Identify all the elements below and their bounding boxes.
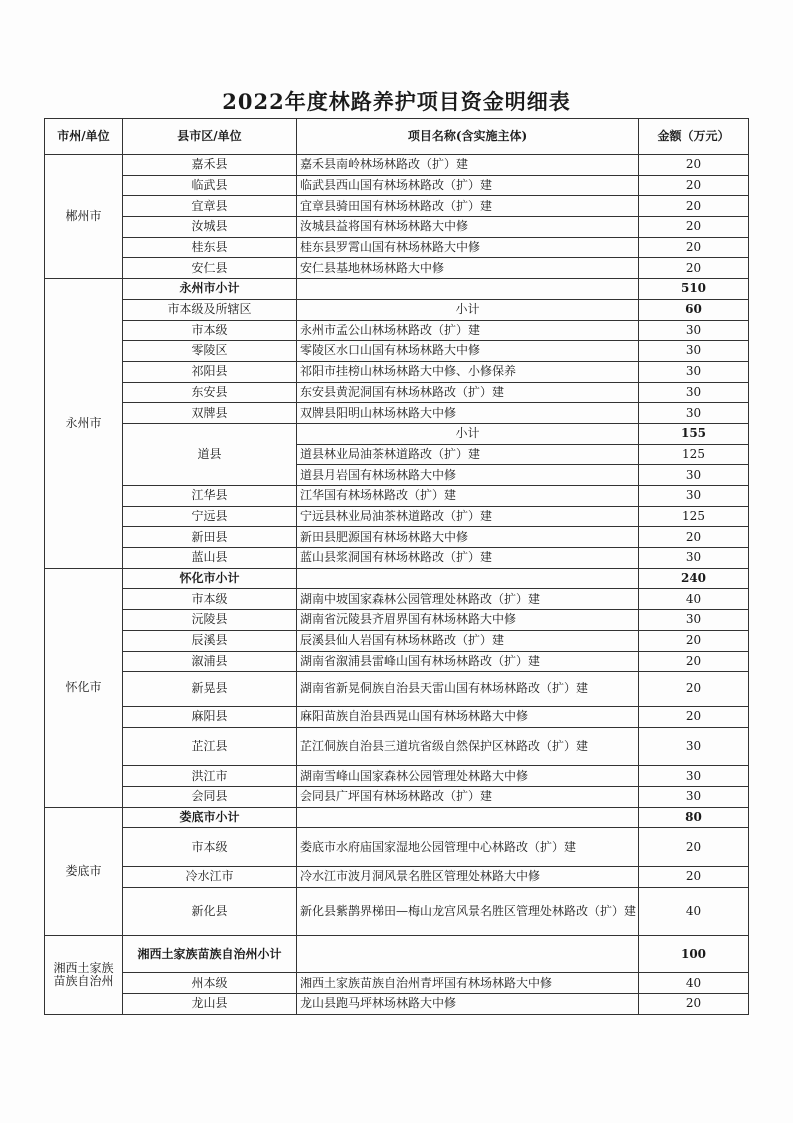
- city-cell: 湘西土家族苗族自治州: [45, 936, 123, 1014]
- county-cell: 汝城县: [123, 217, 297, 238]
- county-cell: 龙山县: [123, 994, 297, 1015]
- city-cell: 怀化市: [45, 568, 123, 807]
- county-cell: 宜章县: [123, 196, 297, 217]
- project-cell: 桂东县罗霄山国有林场林路大中修: [297, 237, 639, 258]
- subtotal-label: 娄底市小计: [123, 807, 297, 828]
- table-header-row: [45, 119, 749, 155]
- subtotal-amount: 510: [639, 279, 749, 300]
- subtotal-label: 湘西土家族苗族自治州小计: [123, 936, 297, 973]
- project-cell: 永州市孟公山林场林路改（扩）建: [297, 320, 639, 341]
- amount-cell: 40: [639, 589, 749, 610]
- project-cell: 湖南中坡国家森林公园管理处林路改（扩）建: [297, 589, 639, 610]
- amount-cell: 30: [639, 341, 749, 362]
- county-cell: 道县: [123, 423, 297, 485]
- county-cell: 芷江县: [123, 727, 297, 766]
- project-cell: 安仁县基地林场林路大中修: [297, 258, 639, 279]
- project-cell: 湖南省溆浦县雷峰山国有林场林路改（扩）建: [297, 651, 639, 672]
- table-row: [45, 672, 749, 707]
- page-title: 2022年度林路养护项目资金明细表: [222, 89, 571, 114]
- project-cell: 湖南省新晃侗族自治县天雷山国有林场林路改（扩）建: [297, 672, 639, 707]
- table-row: [45, 299, 749, 320]
- amount-cell: 30: [639, 382, 749, 403]
- county-cell: 市本级: [123, 589, 297, 610]
- subtotal-amount: 80: [639, 807, 749, 828]
- amount-cell: 20: [639, 630, 749, 651]
- county-cell: 祁阳县: [123, 361, 297, 382]
- amount-cell: 20: [639, 155, 749, 176]
- table-row: [45, 486, 749, 507]
- subtotal-project: [297, 807, 639, 828]
- amount-cell: 20: [639, 994, 749, 1015]
- table-row: [45, 258, 749, 279]
- table-row: [45, 237, 749, 258]
- amount-cell: 20: [639, 706, 749, 727]
- amount-cell: 20: [639, 867, 749, 888]
- amount-cell: 20: [639, 651, 749, 672]
- table-row: [45, 610, 749, 631]
- table-row: [45, 994, 749, 1015]
- amount-cell: 30: [639, 727, 749, 766]
- project-cell: 冷水江市波月洞风景名胜区管理处林路大中修: [297, 867, 639, 888]
- subtotal-row: [45, 568, 749, 589]
- table-row: [45, 196, 749, 217]
- table-row: [45, 867, 749, 888]
- table-row: [45, 973, 749, 994]
- subtotal-project: [297, 279, 639, 300]
- subtotal-label: 永州市小计: [123, 279, 297, 300]
- county-cell: 麻阳县: [123, 706, 297, 727]
- table-row: [45, 423, 749, 444]
- project-cell: 汝城县益将国有林场林路大中修: [297, 217, 639, 238]
- table-row: [45, 175, 749, 196]
- project-cell: 龙山县跑马坪林场林路大中修: [297, 994, 639, 1015]
- table-row: [45, 786, 749, 807]
- subtotal-row: [45, 807, 749, 828]
- county-cell: 洪江市: [123, 766, 297, 787]
- table-row: [45, 727, 749, 766]
- project-cell: 新田县肥源国有林场林路大中修: [297, 527, 639, 548]
- amount-cell: 20: [639, 672, 749, 707]
- county-cell: 江华县: [123, 486, 297, 507]
- table-row: [45, 589, 749, 610]
- table-row: [45, 527, 749, 548]
- county-cell: 临武县: [123, 175, 297, 196]
- table-row: [45, 630, 749, 651]
- amount-cell: 125: [639, 506, 749, 527]
- amount-cell: 20: [639, 828, 749, 867]
- table-row: [45, 341, 749, 362]
- county-cell: 市本级及所辖区: [123, 299, 297, 320]
- project-cell: 娄底市水府庙国家湿地公园管理中心林路改（扩）建: [297, 828, 639, 867]
- table-row: [45, 887, 749, 936]
- project-cell: 道县月岩国有林场林路大中修: [297, 465, 639, 486]
- amount-cell: 60: [639, 299, 749, 320]
- header-amount: 金额（万元）: [639, 119, 749, 155]
- table-row: [45, 361, 749, 382]
- subtotal-row: [45, 279, 749, 300]
- amount-cell: 20: [639, 237, 749, 258]
- table-row: [45, 217, 749, 238]
- project-cell: 小计: [297, 423, 639, 444]
- amount-cell: 20: [639, 175, 749, 196]
- amount-cell: 30: [639, 766, 749, 787]
- amount-cell: 30: [639, 486, 749, 507]
- county-cell: 溆浦县: [123, 651, 297, 672]
- project-cell: 麻阳苗族自治县西晃山国有林场林路大中修: [297, 706, 639, 727]
- table-row: [45, 403, 749, 424]
- amount-cell: 30: [639, 320, 749, 341]
- amount-cell: 30: [639, 610, 749, 631]
- table-row: [45, 382, 749, 403]
- subtotal-row: [45, 936, 749, 973]
- table-row: [45, 506, 749, 527]
- funding-table: [44, 118, 749, 1015]
- table-row: [45, 320, 749, 341]
- amount-cell: 30: [639, 361, 749, 382]
- county-cell: 冷水江市: [123, 867, 297, 888]
- project-cell: 东安县黄泥洞国有林场林路改（扩）建: [297, 382, 639, 403]
- table-body: [45, 155, 749, 1015]
- county-cell: 州本级: [123, 973, 297, 994]
- project-cell: 芷江侗族自治县三道坑省级自然保护区林路改（扩）建: [297, 727, 639, 766]
- county-cell: 双牌县: [123, 403, 297, 424]
- amount-cell: 155: [639, 423, 749, 444]
- project-cell: 嘉禾县南岭林场林路改（扩）建: [297, 155, 639, 176]
- county-cell: 新化县: [123, 887, 297, 936]
- header-project: 项目名称(含实施主体): [297, 119, 639, 155]
- county-cell: 市本级: [123, 320, 297, 341]
- project-cell: 辰溪县仙人岩国有林场林路改（扩）建: [297, 630, 639, 651]
- amount-cell: 40: [639, 973, 749, 994]
- amount-cell: 20: [639, 196, 749, 217]
- project-cell: 湖南省沅陵县齐眉界国有林场林路大中修: [297, 610, 639, 631]
- project-cell: 零陵区水口山国有林场林路大中修: [297, 341, 639, 362]
- project-cell: 小计: [297, 299, 639, 320]
- table-row: [45, 548, 749, 569]
- table-row: [45, 651, 749, 672]
- county-cell: 辰溪县: [123, 630, 297, 651]
- project-cell: 湘西土家族苗族自治州青坪国有林场林路大中修: [297, 973, 639, 994]
- table-row: [45, 706, 749, 727]
- county-cell: 零陵区: [123, 341, 297, 362]
- project-cell: 新化县紫鹊界梯田—梅山龙宫风景名胜区管理处林路改（扩）建: [297, 887, 639, 936]
- county-cell: 沅陵县: [123, 610, 297, 631]
- county-cell: 市本级: [123, 828, 297, 867]
- project-cell: 宁远县林业局油茶林道路改（扩）建: [297, 506, 639, 527]
- header-city: 市州/单位: [45, 119, 123, 155]
- project-cell: 宜章县骑田国有林场林路改（扩）建: [297, 196, 639, 217]
- project-cell: 湖南雪峰山国家森林公园管理处林路大中修: [297, 766, 639, 787]
- table-row: [45, 766, 749, 787]
- subtotal-project: [297, 568, 639, 589]
- county-cell: 东安县: [123, 382, 297, 403]
- subtotal-amount: 100: [639, 936, 749, 973]
- project-cell: 道县林业局油茶林道路改（扩）建: [297, 444, 639, 465]
- county-cell: 嘉禾县: [123, 155, 297, 176]
- project-cell: 江华国有林场林路改（扩）建: [297, 486, 639, 507]
- amount-cell: 20: [639, 258, 749, 279]
- amount-cell: 30: [639, 786, 749, 807]
- subtotal-label: 怀化市小计: [123, 568, 297, 589]
- header-county: 县市区/单位: [123, 119, 297, 155]
- amount-cell: 20: [639, 527, 749, 548]
- project-cell: 蓝山县浆洞国有林场林路改（扩）建: [297, 548, 639, 569]
- amount-cell: 20: [639, 217, 749, 238]
- county-cell: 宁远县: [123, 506, 297, 527]
- city-cell: 郴州市: [45, 155, 123, 279]
- county-cell: 会同县: [123, 786, 297, 807]
- project-cell: 会同县广坪国有林场林路改（扩）建: [297, 786, 639, 807]
- subtotal-amount: 240: [639, 568, 749, 589]
- project-cell: 临武县西山国有林场林路改（扩）建: [297, 175, 639, 196]
- table-row: [45, 828, 749, 867]
- county-cell: 新田县: [123, 527, 297, 548]
- county-cell: 安仁县: [123, 258, 297, 279]
- subtotal-project: [297, 936, 639, 973]
- county-cell: 蓝山县: [123, 548, 297, 569]
- amount-cell: 30: [639, 465, 749, 486]
- amount-cell: 30: [639, 403, 749, 424]
- amount-cell: 40: [639, 887, 749, 936]
- project-cell: 双牌县阳明山林场林路大中修: [297, 403, 639, 424]
- table-row: [45, 155, 749, 176]
- city-cell: 永州市: [45, 279, 123, 569]
- amount-cell: 125: [639, 444, 749, 465]
- project-cell: 祁阳市挂榜山林场林路大中修、小修保养: [297, 361, 639, 382]
- city-cell: 娄底市: [45, 807, 123, 936]
- county-cell: 新晃县: [123, 672, 297, 707]
- county-cell: 桂东县: [123, 237, 297, 258]
- amount-cell: 30: [639, 548, 749, 569]
